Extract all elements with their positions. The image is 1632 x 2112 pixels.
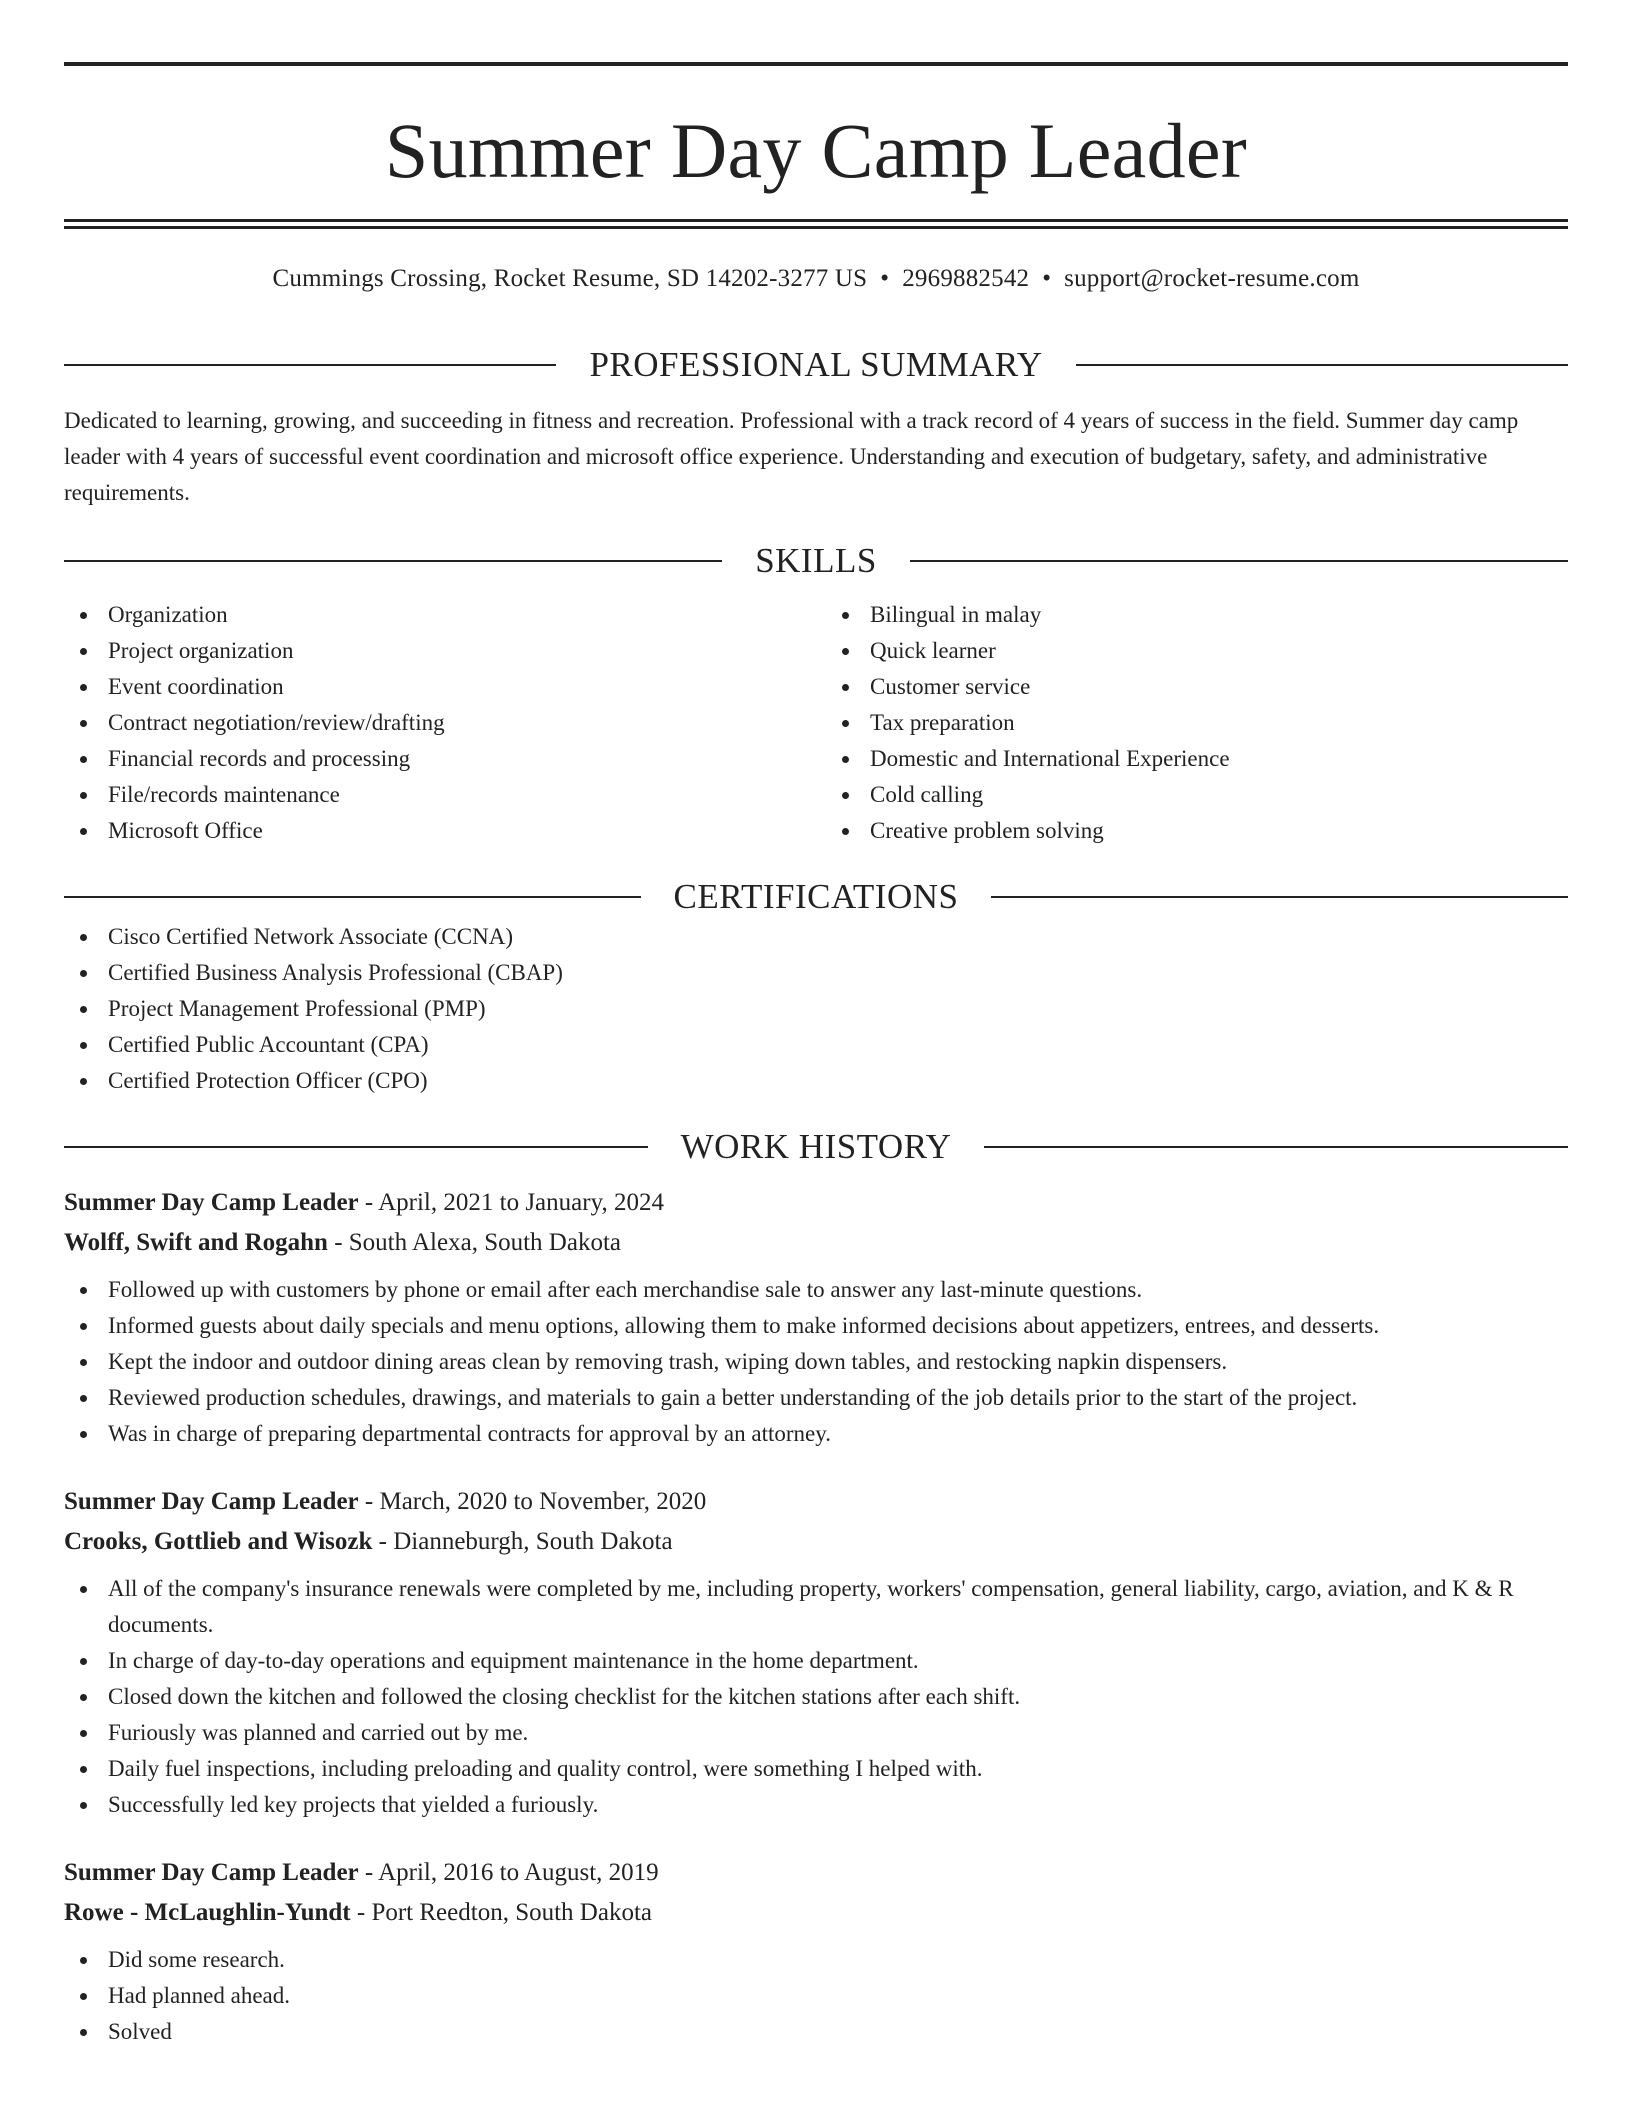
skill-item: Quick learner <box>826 633 1568 669</box>
skills-column-right <box>816 597 1568 849</box>
certifications-list <box>64 919 1568 1099</box>
job-entry <box>64 1853 1568 2050</box>
job-duty-item: Furiously was planned and carried out by me. <box>64 1715 1568 1751</box>
heading-rule <box>64 896 641 898</box>
certifications-section-heading <box>64 875 1568 919</box>
contact-phone: 2969882542 <box>902 265 1030 292</box>
job-duty-item: Successfully led key projects that yielded a furiously. <box>64 1787 1568 1823</box>
skill-item: Customer service <box>826 669 1568 705</box>
skill-item: Organization <box>64 597 816 633</box>
top-rule <box>64 62 1568 66</box>
job-duties-list <box>64 1571 1568 1823</box>
summary-text: Dedicated to learning, growing, and succeeding in fitness and recreation. Professional with a track record of 4 years of success in the field. Summer day camp leader with 4 years of successful event coordination and microsoft office experience. Understanding and execution of budgetary, safety, and administrative requirements. <box>64 408 1519 505</box>
certification-item: Certified Business Analysis Professional (CBAP) <box>64 955 1568 991</box>
job-duty-item: Kept the indoor and outdoor dining areas clean by removing trash, wiping down tables, and restocking napkin dispensers. <box>64 1344 1568 1380</box>
job-dates: - April, 2016 to August, 2019 <box>358 1859 659 1886</box>
contact-line <box>64 263 1568 295</box>
job-title-line <box>64 1482 1568 1522</box>
certifications-heading: CERTIFICATIONS <box>673 877 959 916</box>
work-history-list <box>64 1183 1568 2050</box>
job-duty-item: Followed up with customers by phone or email after each merchandise sale to answer any last-minute questions. <box>64 1272 1568 1308</box>
job-company-line <box>64 1522 1568 1562</box>
heading-rule <box>991 896 1568 898</box>
skill-item: Domestic and International Experience <box>826 741 1568 777</box>
job-duty-item: Reviewed production schedules, drawings, and materials to gain a better understanding of the job details prior to the start of the project. <box>64 1380 1568 1416</box>
work-history-heading: WORK HISTORY <box>680 1127 952 1166</box>
skills-list-right <box>826 597 1568 849</box>
job-location: - Port Reedton, South Dakota <box>350 1899 652 1926</box>
job-duty-item: Was in charge of preparing departmental contracts for approval by an attorney. <box>64 1416 1568 1452</box>
skill-item: Event coordination <box>64 669 816 705</box>
resume-title: Summer Day Camp Leader <box>384 107 1248 194</box>
skill-item: Creative problem solving <box>826 813 1568 849</box>
heading-rule <box>64 560 722 562</box>
job-duty-item: All of the company's insurance renewals were completed by me, including property, workers' compensation, general liability, cargo, aviation, and K & R documents. <box>64 1571 1568 1643</box>
summary-section-heading <box>64 343 1568 387</box>
skills-list-left <box>64 597 816 849</box>
job-company: Rowe - McLaughlin-Yundt <box>64 1899 351 1926</box>
job-title-line <box>64 1853 1568 1893</box>
job-duty-item: Did some research. <box>64 1942 1568 1978</box>
job-duty-item: Solved <box>64 2014 1568 2050</box>
skills-grid <box>64 597 1568 849</box>
job-duty-item: Closed down the kitchen and followed the closing checklist for the kitchen stations after each shift. <box>64 1679 1568 1715</box>
job-company-line <box>64 1893 1568 1933</box>
job-entry <box>64 1482 1568 1823</box>
job-company: Crooks, Gottlieb and Wisozk <box>64 1528 373 1555</box>
skill-item: Microsoft Office <box>64 813 816 849</box>
heading-rule <box>64 364 556 366</box>
skill-item: Tax preparation <box>826 705 1568 741</box>
job-duty-item: In charge of day-to-day operations and equipment maintenance in the home department. <box>64 1643 1568 1679</box>
heading-rule <box>910 560 1568 562</box>
contact-address: Cummings Crossing, Rocket Resume, SD 14202-3277 US <box>272 265 868 292</box>
job-dates: - March, 2020 to November, 2020 <box>358 1488 707 1515</box>
skill-item: Bilingual in malay <box>826 597 1568 633</box>
skills-heading: SKILLS <box>755 541 877 580</box>
job-duty-item: Daily fuel inspections, including preloading and quality control, were something I helped with. <box>64 1751 1568 1787</box>
job-title: Summer Day Camp Leader <box>64 1488 359 1515</box>
skill-item: Contract negotiation/review/drafting <box>64 705 816 741</box>
certification-item: Cisco Certified Network Associate (CCNA) <box>64 919 1568 955</box>
job-entry <box>64 1183 1568 1452</box>
skill-item: Cold calling <box>826 777 1568 813</box>
job-duties-list <box>64 1272 1568 1452</box>
job-duties-list <box>64 1942 1568 2050</box>
job-company-line <box>64 1223 1568 1263</box>
skill-item: File/records maintenance <box>64 777 816 813</box>
job-duty-item: Had planned ahead. <box>64 1978 1568 2014</box>
skills-column-left <box>64 597 816 849</box>
skill-item: Financial records and processing <box>64 741 816 777</box>
heading-rule <box>1076 364 1568 366</box>
summary-heading: PROFESSIONAL SUMMARY <box>589 345 1043 384</box>
heading-rule <box>64 1146 648 1148</box>
contact-email[interactable]: support@rocket-resume.com <box>1064 265 1360 292</box>
job-title: Summer Day Camp Leader <box>64 1859 359 1886</box>
certification-item: Certified Public Accountant (CPA) <box>64 1027 1568 1063</box>
job-location: - Dianneburgh, South Dakota <box>372 1528 673 1555</box>
work-history-section-heading <box>64 1125 1568 1169</box>
job-location: - South Alexa, South Dakota <box>327 1229 621 1256</box>
job-dates: - April, 2021 to January, 2024 <box>358 1189 664 1216</box>
job-title: Summer Day Camp Leader <box>64 1189 359 1216</box>
certification-item: Certified Protection Officer (CPO) <box>64 1063 1568 1099</box>
title-double-rule <box>64 219 1568 229</box>
contact-separator: • <box>1042 265 1052 292</box>
skills-section-heading <box>64 539 1568 583</box>
contact-separator: • <box>880 265 890 292</box>
job-duty-item: Informed guests about daily specials and menu options, allowing them to make informed decisions about appetizers, entrees, and desserts. <box>64 1308 1568 1344</box>
heading-rule <box>984 1146 1568 1148</box>
skill-item: Project organization <box>64 633 816 669</box>
certification-item: Project Management Professional (PMP) <box>64 991 1568 1027</box>
job-company: Wolff, Swift and Rogahn <box>64 1229 328 1256</box>
job-title-line <box>64 1183 1568 1223</box>
